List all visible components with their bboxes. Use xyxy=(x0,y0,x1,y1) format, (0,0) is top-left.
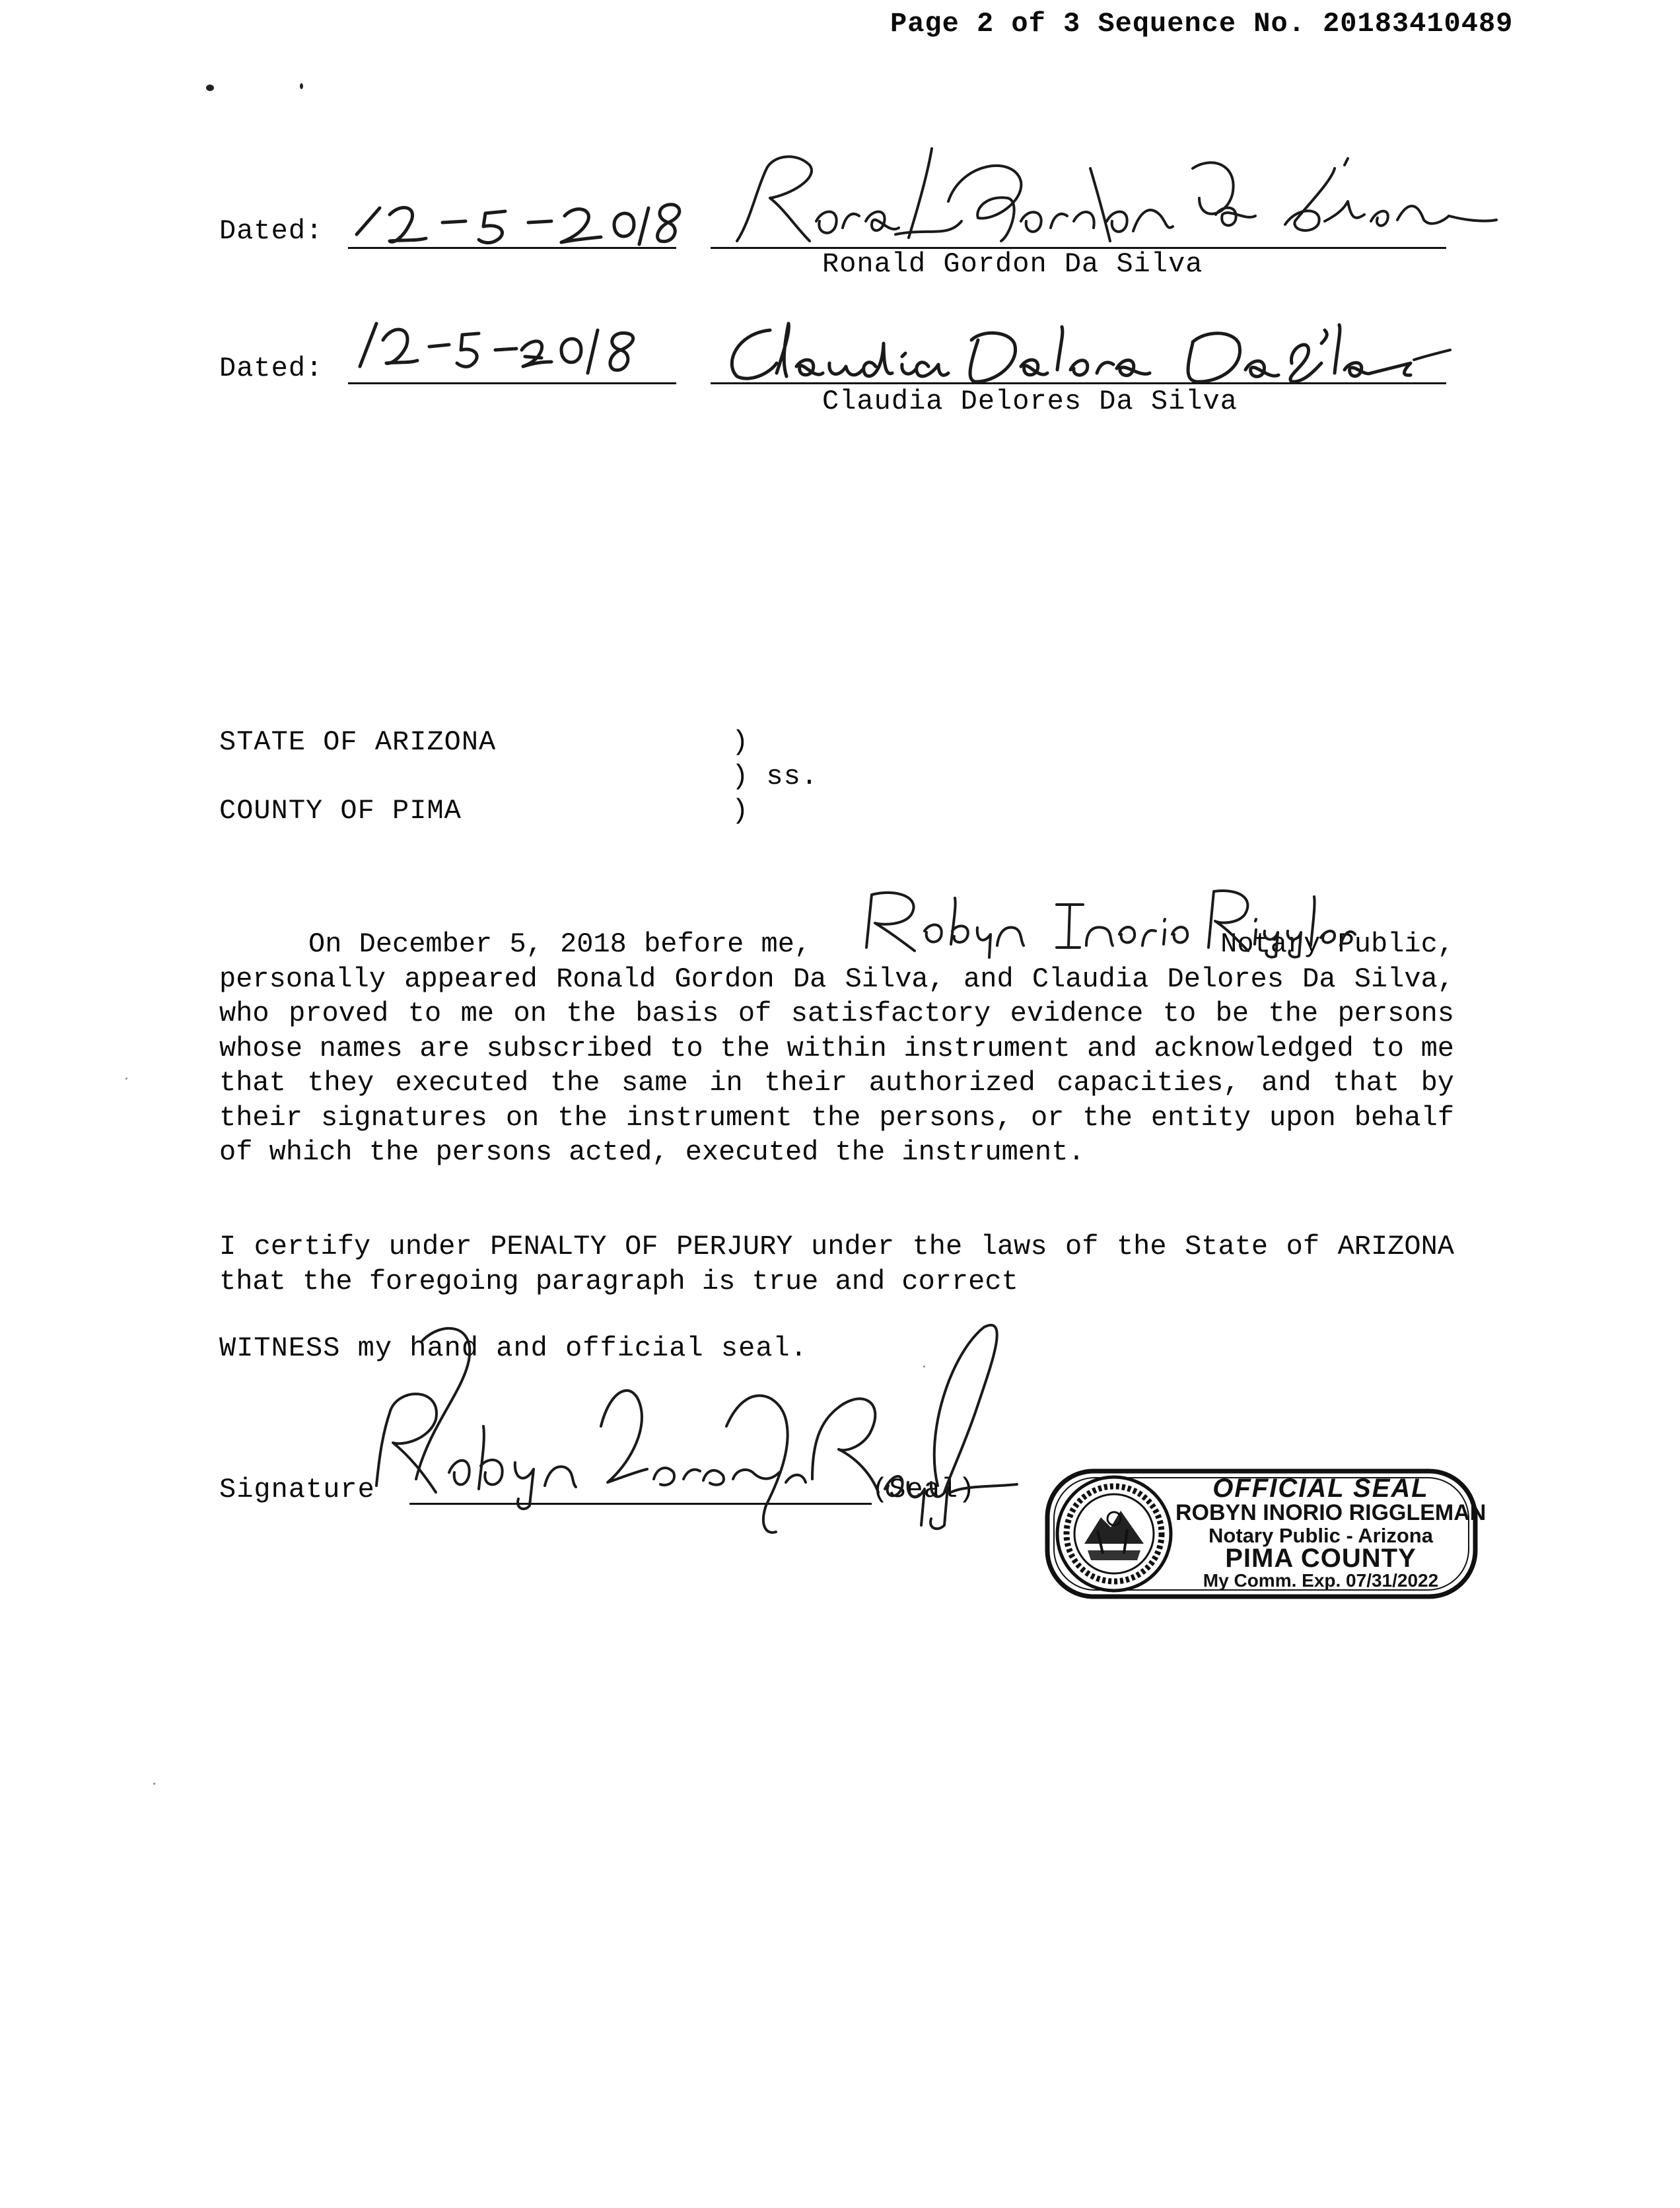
signature-robyn-inorio-riggleman xyxy=(357,1314,1043,1545)
page-sequence-header: Page 2 of 3 Sequence No. 20183410489 xyxy=(890,8,1514,40)
signature-claudia-delores-da-silva xyxy=(711,317,1463,396)
certification-paragraph: I certify under PENALTY OF PERJURY under the laws of the State of ARIZONA that the foregoing paragraph is true and correct xyxy=(219,1231,1454,1297)
signature-ronald-gordon-da-silva xyxy=(711,142,1503,261)
handwritten-date-12-5-2018 xyxy=(343,310,654,383)
ack-lead: On December 5, 2018 before me, xyxy=(308,928,812,960)
scan-speck xyxy=(300,83,303,89)
venue-ss: ) ss. xyxy=(732,761,819,792)
state-line: STATE OF ARIZONA xyxy=(219,726,497,758)
county-line: COUNTY OF PIMA xyxy=(219,795,462,827)
notary-seal-stamp xyxy=(1043,1467,1487,1601)
seal-label: (Seal) xyxy=(872,1474,976,1505)
printed-name-claudia: Claudia Delores Da Silva xyxy=(822,386,1238,417)
scan-speck xyxy=(153,1783,155,1785)
scan-speck xyxy=(923,1365,925,1367)
printed-name-ronald: Ronald Gordon Da Silva xyxy=(822,248,1203,280)
acknowledgment-paragraph xyxy=(219,927,1454,1170)
seal-commission-expiry: My Comm. Exp. 07/31/2022 xyxy=(1203,1570,1439,1591)
seal-notary-name: ROBYN INORIO RIGGLEMAN xyxy=(1175,1500,1487,1525)
venue-paren: ) xyxy=(732,795,750,827)
venue-paren: ) xyxy=(732,726,750,758)
seal-notary-public-line: Notary Public - Arizona xyxy=(1208,1524,1433,1547)
scan-speck xyxy=(125,1078,127,1080)
handwritten-notary-name xyxy=(858,885,1360,957)
scan-speck xyxy=(206,85,214,91)
handwritten-date-12-5-2018 xyxy=(343,188,687,254)
dated-label: Dated: xyxy=(219,353,324,384)
signature-label: Signature xyxy=(219,1474,375,1505)
dated-label: Dated: xyxy=(219,215,324,247)
ack-rest: Notary Public, personally appeared Ronald Gordon Da Silva, and Claudia Delores Da Silva, who proved to me on the basis of satisfactory evidence to be the persons whose names are subscribed to the within instrument and acknowledged to me that they executed the same in their authorized capacities, and that by their signatures on the instrument the persons, or the entity upon behalf of which the persons acted, executed the instrument. xyxy=(219,928,1455,1168)
seal-title: OFFICIAL SEAL xyxy=(1212,1474,1429,1503)
arizona-state-seal-emblem xyxy=(1051,1471,1177,1597)
seal-county: PIMA COUNTY xyxy=(1225,1544,1417,1573)
witness-line: WITNESS my hand and official seal. xyxy=(219,1332,808,1364)
